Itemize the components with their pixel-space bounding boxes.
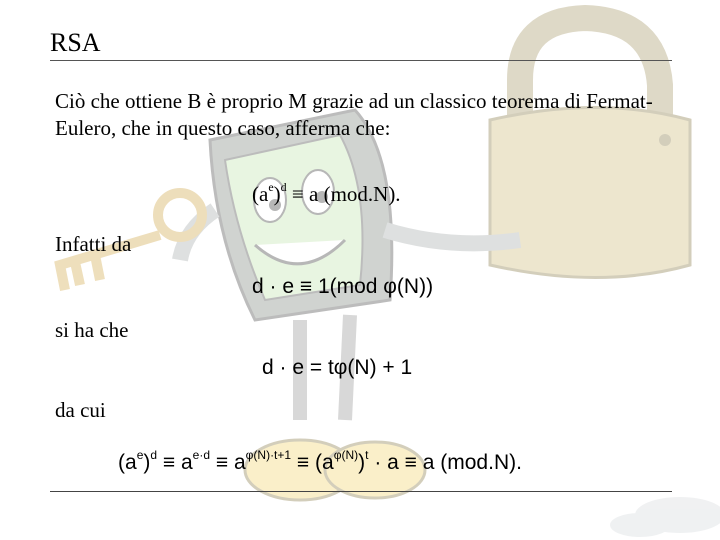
formula-derivation: $(a^e)^d \equiv a^{e\cdot d} \equiv a^{\varphi(N)\cdot t+1} \equiv (a^{\varphi(N)})^t \cdot a \equiv a$ (mod.N). bbox=[118, 448, 522, 474]
title-divider bbox=[50, 60, 672, 61]
formula-de-equality: d · e = tφ(N) + 1 bbox=[262, 356, 413, 379]
label-si-ha-che: si ha che bbox=[55, 318, 129, 342]
formula-fermat-euler: $(a^e)^d \equiv a$ (mod.N). bbox=[252, 180, 401, 206]
label-da-cui: da cui bbox=[55, 398, 106, 422]
label-infatti-da: Infatti da bbox=[55, 232, 132, 256]
footer-divider bbox=[50, 491, 672, 492]
slide-title: RSA bbox=[50, 28, 101, 57]
intro-paragraph: Ciò che ottiene B è proprio M grazie ad un classico teorema di Fermat-Eulero, che in questo caso, afferma che: bbox=[55, 89, 653, 140]
formula-de-congruence: d · e ≡ 1(mod φ(N)) bbox=[252, 275, 434, 298]
